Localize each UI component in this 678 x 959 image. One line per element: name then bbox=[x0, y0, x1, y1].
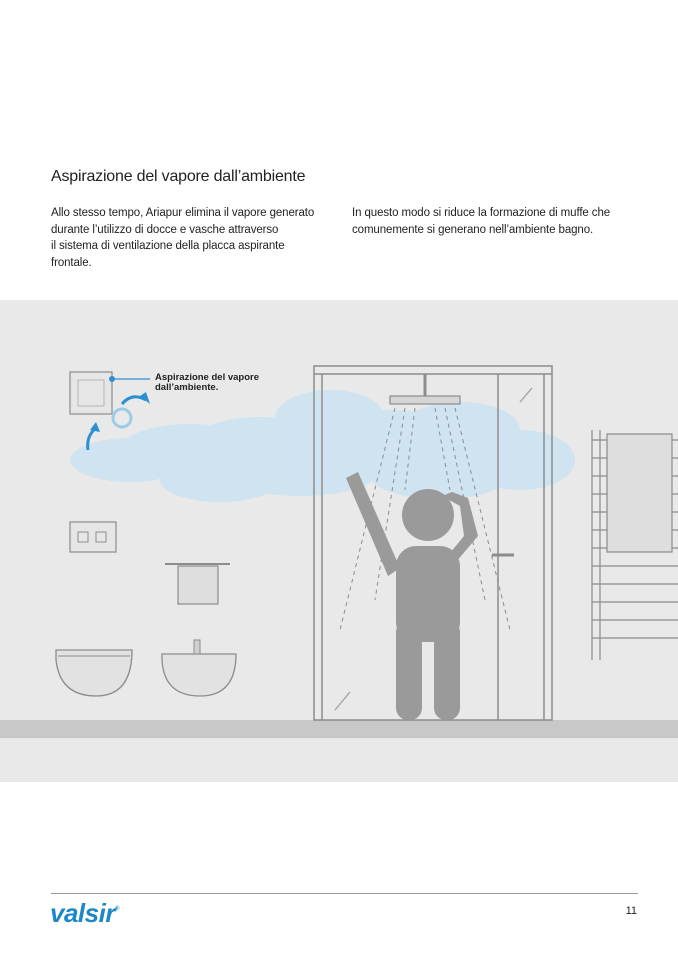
logo-wordmark: valsir bbox=[50, 898, 115, 928]
body-text-left bbox=[51, 205, 343, 271]
bathroom-illustration bbox=[0, 300, 678, 782]
registered-mark: ® bbox=[114, 906, 119, 912]
body-line: Allo stesso tempo, Ariapur elimina il vapore generato bbox=[51, 207, 315, 219]
callout-line-2: dall’ambiente. bbox=[155, 382, 219, 393]
floor bbox=[0, 720, 678, 738]
body-line: durante l’utilizzo di docce e vasche attraverso bbox=[51, 223, 279, 236]
bathroom-scene bbox=[0, 300, 678, 782]
body-line: il sistema di ventilazione della placca aspirante bbox=[51, 240, 285, 252]
footer-divider bbox=[51, 893, 638, 894]
body-text-right bbox=[352, 205, 642, 238]
callout-line-1: Aspirazione del vapore bbox=[155, 372, 260, 383]
flush-plate bbox=[70, 522, 116, 552]
body-line: comunemente si generano nell’ambiente bagno. bbox=[352, 223, 594, 236]
body-line: In questo modo si riduce la formazione di muffe che bbox=[352, 207, 611, 219]
section-heading: Aspirazione del vapore dall’ambiente bbox=[51, 168, 306, 185]
page-number: 11 bbox=[625, 905, 637, 917]
body-line: frontale. bbox=[51, 256, 92, 269]
valsir-logo bbox=[50, 898, 119, 929]
